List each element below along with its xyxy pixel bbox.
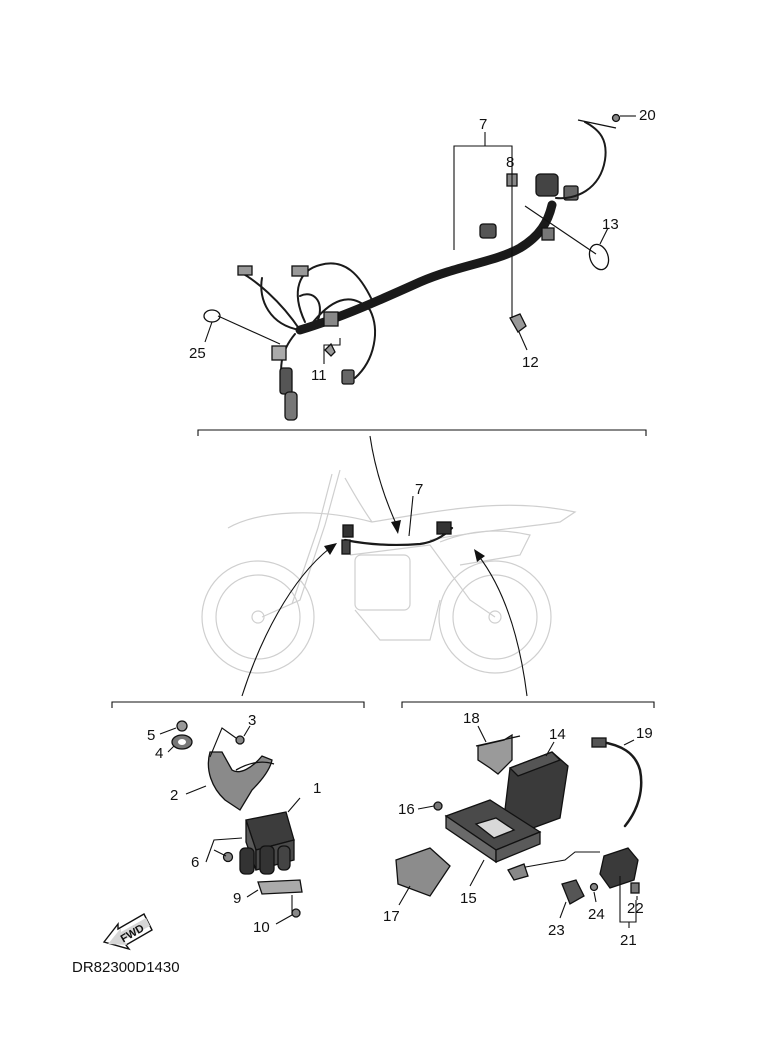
top-section-bracket (198, 430, 646, 436)
callout-13: 13 (602, 216, 619, 233)
part-6-shape (224, 853, 233, 862)
callout-24: 24 (588, 906, 605, 923)
part-25-shape (204, 310, 220, 322)
callout-14: 14 (549, 726, 566, 743)
part-23-shape (562, 880, 584, 904)
callout-25: 25 (189, 345, 206, 362)
callout-17: 17 (383, 908, 400, 925)
callout-7-top: 7 (479, 116, 488, 133)
part-22-shape (631, 883, 639, 893)
part-13-shape (586, 242, 612, 273)
part-9-shape (258, 880, 302, 894)
callout-9: 9 (233, 890, 242, 907)
callout-20: 20 (639, 107, 656, 124)
callout-12: 12 (522, 354, 539, 371)
bottom-right-bracket (402, 702, 654, 708)
callout-23: 23 (548, 922, 565, 939)
part-10-shape (292, 909, 300, 917)
fwd-label: FWD (118, 922, 147, 946)
part-20-shape (613, 115, 620, 122)
callout-labels (147, 107, 656, 949)
part-18-shape (478, 735, 512, 774)
part-21-shape (600, 848, 638, 888)
callout-16: 16 (398, 801, 415, 818)
part-16-shape (434, 802, 442, 810)
callout-19: 19 (636, 725, 653, 742)
part-19-shape (592, 738, 606, 747)
callout-15: 15 (460, 890, 477, 907)
lower-left-parts-group (172, 721, 302, 917)
callout-3: 3 (248, 712, 257, 729)
callout-6: 6 (191, 854, 200, 871)
callout-4: 4 (155, 745, 164, 762)
part-5-shape (177, 721, 187, 731)
callout-10: 10 (253, 919, 270, 936)
callout-5: 5 (147, 727, 156, 744)
callout-7-bike: 7 (415, 481, 424, 498)
top-leader-lines (205, 116, 636, 364)
lower-right-parts-group (396, 735, 641, 904)
bottom-left-bracket (112, 702, 364, 708)
part-3-shape (236, 736, 244, 744)
callout-8: 8 (506, 154, 515, 171)
fwd-arrow-icon (104, 914, 152, 949)
callout-21: 21 (620, 932, 637, 949)
callout-18: 18 (463, 710, 480, 727)
callout-22: 22 (627, 900, 644, 917)
wire-harness-assembly (204, 115, 620, 421)
callout-2: 2 (170, 787, 179, 804)
part-11-shape (325, 344, 335, 356)
part-2-shape (208, 752, 272, 810)
callout-11: 11 (311, 367, 327, 384)
diagram-code: DR82300D1430 (72, 959, 180, 976)
motorcycle-locator-view (202, 470, 575, 673)
part-17-shape (396, 848, 450, 896)
callout-1: 1 (313, 780, 322, 797)
part-24-shape (591, 884, 598, 891)
